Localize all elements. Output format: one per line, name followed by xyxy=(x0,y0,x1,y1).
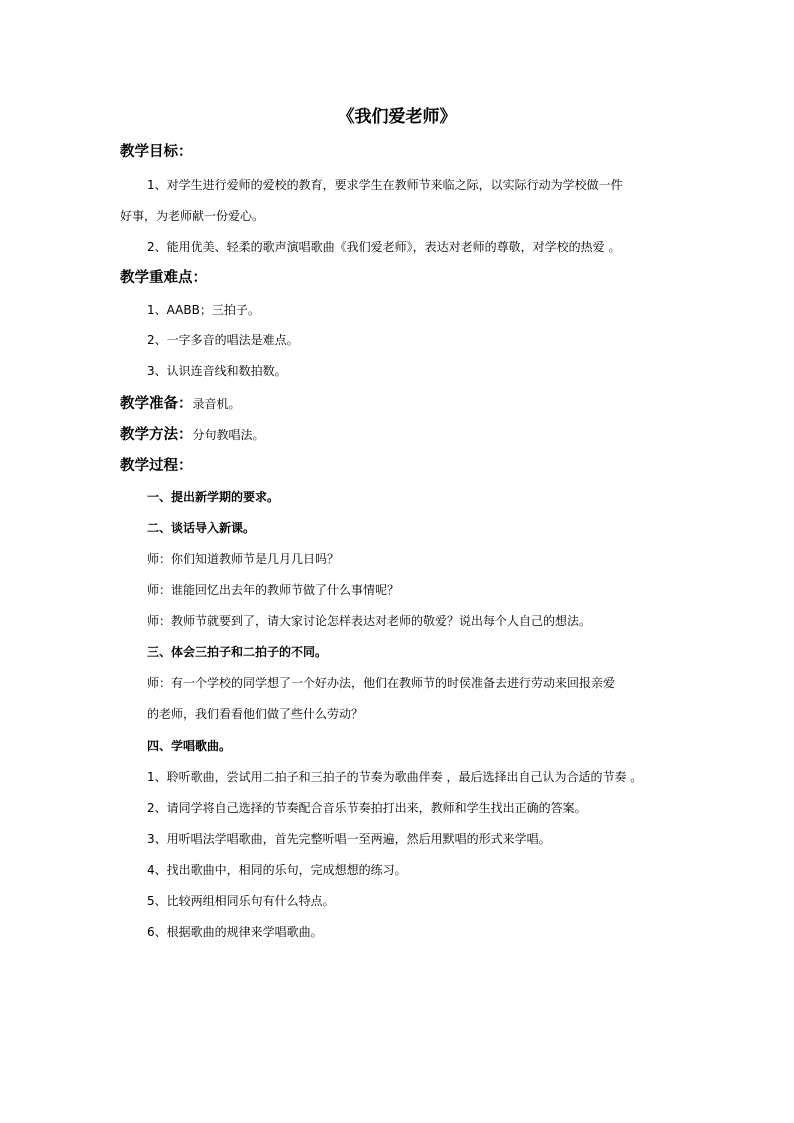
process-line-14: 5、比较两组相同乐句有什么特点。 xyxy=(147,894,335,908)
process-line-12: 3、用听唱法学唱歌曲，首先完整听唱一至两遍，然后用默唱的形式来学唱。 xyxy=(147,832,551,846)
process-line-10: 1、聆听歌曲，尝试用二拍子和三拍子的节奏为歌曲伴奏 ，最后选择出自己认为合适的节奏 。 xyxy=(147,770,643,784)
goals-heading: 教学目标： xyxy=(120,143,193,160)
process-line-7: 师：有一个学校的同学想了一个好办法，他们在教师节的时侯准备去进行劳动来回报亲爱 xyxy=(147,676,616,690)
process-line-5: 师：教师节就要到了，请大家讨论怎样表达对老师的敬爱？说出每个人自己的想法。 xyxy=(147,614,592,628)
process-line-3: 师：你们知道教师节是几月几日吗？ xyxy=(147,552,340,566)
difficulties-item-2: 2、一字多音的唱法是难点。 xyxy=(147,333,299,347)
process-line-11: 2、请同学将自己选择的节奏配合音乐节奏拍打出来，教师和学生找出正确的答案。 xyxy=(147,801,587,815)
process-step-2: 二、谈话导入新课。 xyxy=(147,521,256,535)
difficulties-heading: 教学重难点： xyxy=(120,269,207,286)
preparation-heading: 教学准备： xyxy=(120,395,193,412)
process-line-4: 师：谁能回忆出去年的教师节做了什么事情呢？ xyxy=(147,583,400,597)
difficulties-item-3: 3、认识连音线和数拍数。 xyxy=(147,364,287,378)
method-text: 分句教唱法。 xyxy=(192,428,265,442)
process-step-4: 四、学唱歌曲。 xyxy=(147,739,232,753)
process-step-3: 三、体会三拍子和二拍子的不同。 xyxy=(147,645,328,659)
goals-item-2: 2、能用优美、轻柔的歌声演唱歌曲《我们爱老师》，表达对老师的尊敬，对学校的热爱 。 xyxy=(147,240,621,254)
document-title: 《我们爱老师》 xyxy=(337,107,457,127)
process-step-1: 一、提出新学期的要求。 xyxy=(147,490,280,504)
difficulties-item-1: 1、AABB；三拍子。 xyxy=(147,303,260,317)
method-row xyxy=(120,424,265,446)
method-heading: 教学方法： xyxy=(120,426,193,443)
process-line-15: 6、根据歌曲的规律来学唱歌曲。 xyxy=(147,925,323,939)
goals-item-1: 1、对学生进行爱师的爱校的教育，要求学生在教师节来临之际，以实际行动为学校做一件 xyxy=(147,178,623,192)
process-heading: 教学过程： xyxy=(120,457,193,474)
preparation-text: 录音机。 xyxy=(192,397,241,411)
process-line-13: 4、找出歌曲中，相同的乐句，完成想想的练习。 xyxy=(147,863,407,877)
goals-item-1-continued: 好事，为老师献一份爱心。 xyxy=(120,209,265,223)
preparation-row xyxy=(120,393,241,415)
process-line-8: 的老师，我们看看他们做了些什么劳动？ xyxy=(147,707,364,721)
